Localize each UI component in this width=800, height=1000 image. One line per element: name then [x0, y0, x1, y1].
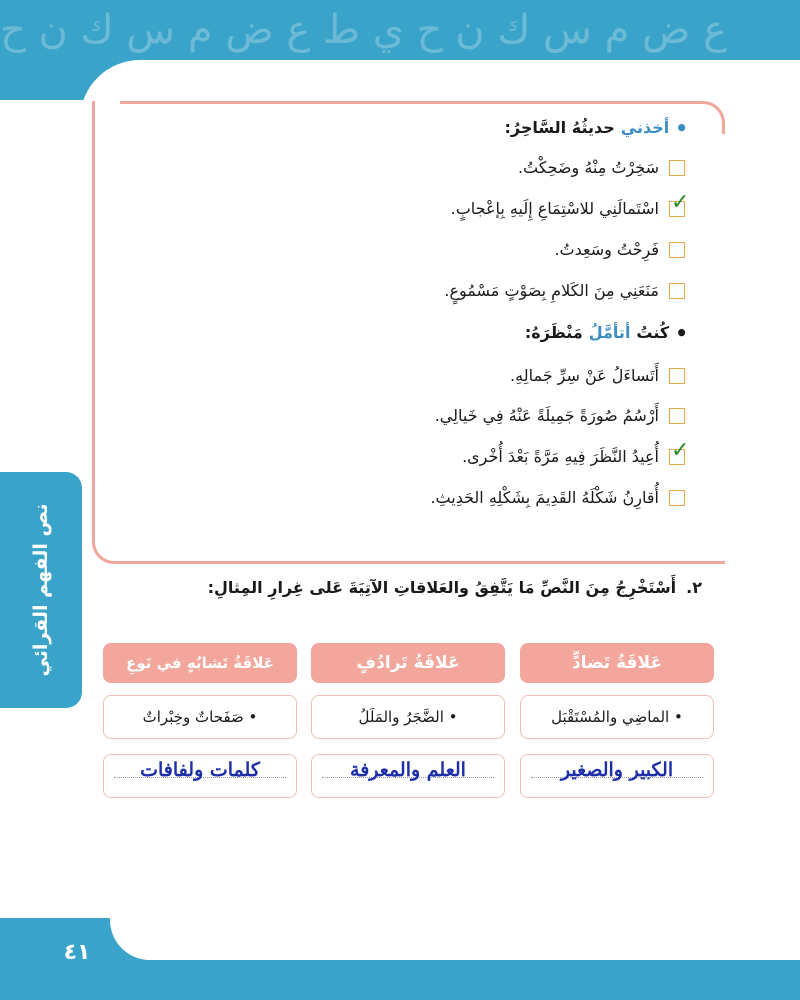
header-synonym: عَلاقَةُ تَرادُفٍ — [311, 643, 505, 683]
checkmark-icon: ✓ — [671, 437, 690, 463]
bullet-b-accent: أتأمَّلُ — [588, 323, 631, 342]
answer-synonym[interactable] — [311, 754, 505, 798]
top-banner — [0, 0, 800, 100]
checkbox[interactable] — [669, 160, 685, 176]
bullet-dot: • — [675, 115, 688, 140]
answer-antonym[interactable] — [520, 754, 714, 798]
option-a3[interactable] — [554, 240, 685, 259]
bullet-b-lead: كُنتُ — [636, 323, 670, 342]
checkmark-icon: ✓ — [671, 189, 690, 215]
option-text: اسْتَمالَنِي للاسْتِمَاعِ إِلَيهِ بِإعْجابٍ. — [450, 199, 659, 218]
bullet-b-rest: مَنْظَرَهُ: — [524, 323, 583, 342]
option-text: أُقارِنُ شَكْلَهُ القَدِيمَ بِشَكْلِهِ الحَدِيثِ. — [430, 488, 659, 507]
checkbox[interactable] — [669, 368, 685, 384]
answer-plural-text: كلمات ولفافات — [140, 759, 260, 781]
example-synonym: • الضَّجَرُ والمَلَلُ — [311, 695, 505, 739]
option-text: مَنَعَنِي مِنَ الكَلامِ بِصَوْتٍ مَسْمُوعٍ. — [444, 281, 659, 300]
decorative-pattern: ع ض م س ك ن ح ي ط ع ض م س ك ن ح — [0, 7, 727, 53]
checkbox[interactable] — [669, 283, 685, 299]
option-b3[interactable] — [462, 437, 690, 466]
page-number: ٤١ — [63, 940, 91, 965]
bullet-question-b — [524, 320, 688, 345]
top-banner-curve — [80, 60, 800, 100]
bullet-a-accent: أخذني — [620, 118, 670, 137]
option-b4[interactable] — [430, 488, 685, 507]
question-2-text: أَسْتَخْرِجُ مِنَ النَّصِّ مَا يَتَّفِقُ والعَلاقاتِ الآتِيَةَ عَلى غِرارِ المِثالِ: — [207, 578, 677, 597]
option-a1[interactable] — [518, 158, 685, 177]
checkbox[interactable] — [669, 242, 685, 258]
checkbox-checked[interactable] — [669, 189, 690, 217]
checkbox[interactable] — [669, 408, 685, 424]
option-text: فَرِحْتُ وسَعِدتُ. — [554, 240, 659, 259]
checkbox[interactable] — [669, 490, 685, 506]
bullet-dot: • — [675, 320, 688, 345]
option-a4[interactable] — [444, 281, 685, 300]
bottom-banner — [0, 918, 800, 1000]
option-text: أَرْسُمُ صُورَةً جَمِيلَةً عَنْهُ فِي خَيالِي. — [434, 406, 659, 425]
answer-synonym-text: العلم والمعرفة — [350, 759, 466, 781]
example-antonym: • الماضِي والمُسْتَقْبَل — [520, 695, 714, 739]
header-plural-similarity: عَلاقَةُ تَشابُهٍ في نَوعِ — [103, 643, 297, 683]
bottom-banner-curve — [110, 918, 800, 960]
option-text: أَتَساءَلُ عَنْ سِرِّ جَمالِهِ. — [510, 366, 659, 385]
answer-plural[interactable] — [103, 754, 297, 798]
bullet-question-a — [504, 115, 689, 140]
header-antonym: عَلاقَةُ تَضادٍّ — [520, 643, 714, 683]
option-b2[interactable] — [435, 406, 685, 425]
option-a2[interactable] — [450, 189, 690, 218]
answer-antonym-text: الكبير والصغير — [560, 759, 674, 781]
question-2 — [208, 578, 702, 597]
side-tab-label: نص الفهم القرائي — [30, 503, 52, 677]
option-text: أُعِيدُ النَّظَرَ فِيهِ مَرَّةً بَعْدَ أُخْرى. — [462, 447, 659, 466]
option-b1[interactable] — [510, 366, 685, 385]
question-2-number: ٢. — [686, 578, 702, 597]
example-plural: • صَفَحاتٌ وخِبْراتٌ — [103, 695, 297, 739]
bullet-a-rest: حديثُهُ السَّاحِرُ: — [504, 118, 615, 137]
option-text: سَخِرْتُ مِنْهُ وضَحِكْتُ. — [517, 158, 659, 177]
checkbox-checked[interactable] — [669, 437, 690, 465]
